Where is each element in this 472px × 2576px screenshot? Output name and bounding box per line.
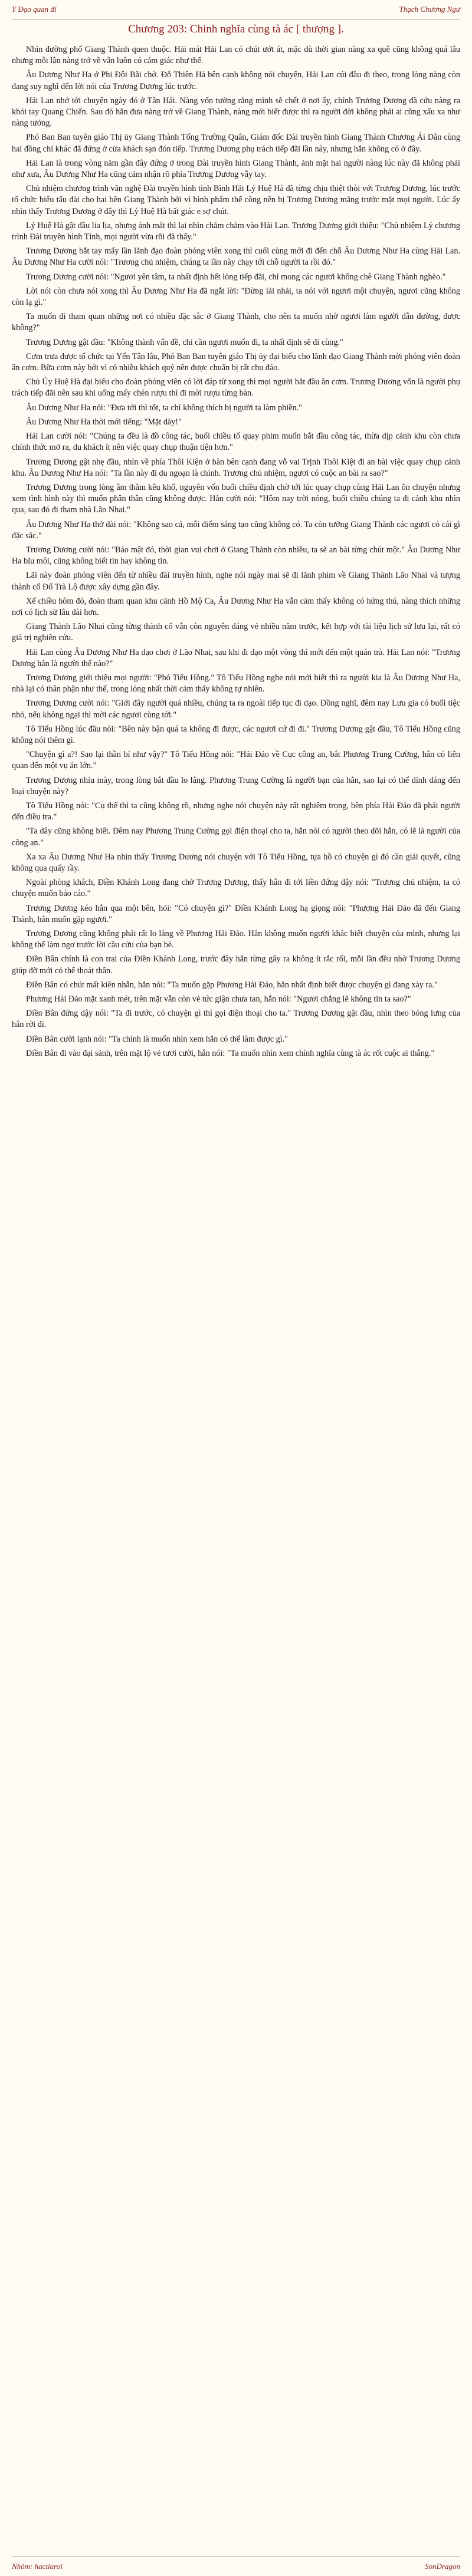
paragraph: Điền Bân đứng dậy nói: "Ta đi trước, có chuyện gì thì gọi điện thoại cho ta." Trương Dương gật đầu, nhìn theo bóng lưng của hắn rời đi. xyxy=(12,1009,460,1030)
paragraph: Hải Lan cùng Âu Dương Như Ha dạo chơi ở Lão Nhai, sau khi đi dạo một vòng thì mới đến một quán trà. Hải Lan nói: "Trương Dương hắn là người thế nào?" xyxy=(12,647,460,668)
paragraph: Trương Dương cũng không phải rất lo lắng về Phương Hải Đảo. Hắn không muốn người khác biết chuyện của mình, nhưng lại không thể làm ngơ trước lời cầu cứu của bạn bè. xyxy=(12,929,460,950)
paragraph: Ngoài phòng khách, Điền Khánh Long đang chờ Trương Dương, thấy hắn đi tới liền đứng dậy nói: "Trương chủ nhiệm, ta có chuyện muốn báo cáo." xyxy=(12,878,460,899)
paragraph: Âu Dương Như Ha nói: "Đưa tới thì tốt, ta chỉ không thích bị người ta làm phiền." xyxy=(26,403,302,413)
paragraph: Trương Dương trong lòng âm thầm kêu khổ, nguyên vốn buổi chiều định chờ tới lúc quay chụp cùng Hải Lan ôn chuyện nhưng xem tình hình này thì muốn phân thân cũng không được. Hắn cười nói: "Hôm nay trời nóng, buổi chiều chúng ta đi cảnh khu nhìn qua, sau đó đi tham nhà Lão Nhai." xyxy=(12,482,460,515)
paragraph: Âu Dương Như Ha thời mới tiếng: "Mặt dày!" xyxy=(26,417,182,427)
footer-translator: Nhóm: hactiaroi xyxy=(12,2562,63,2571)
paragraph: Trương Dương cười nói: "Ngươi yên tâm, ta nhất định hết lòng tiếp đãi, chỉ mong các ngươi không chê Giang Thành nghèo." xyxy=(26,272,446,282)
paragraph: "Ta dây cũng không biết. Đêm nay Phương Trung Cường gọi điện thoại cho ta, hắn nói có người theo dõi hắn, có lẽ là người của công an." xyxy=(12,826,460,848)
paragraph: Lời nói còn chưa nói xong thì Âu Dương Như Ha đã ngắt lời: "Đừng lải nhải, ta nói với ngươi một chuyện, ngươi cũng không còn lạ gì." xyxy=(12,286,460,308)
header-site-name: Y Đạo quan đỉ xyxy=(12,5,57,14)
paragraph: Hải Lan cười nói: "Chúng ta đều là đồ công tác, buổi chiều tổ quay phim muốn bắt đầu công tác, thừa dịp cảnh khu còn chưa chính thức mở ra, du khách ít nên việc quay chụp thuận tiện hơn." xyxy=(12,431,460,453)
paragraph: Cơm trưa được tổ chức tại Yến Tân lâu, Phó Ban Ban tuyên giáo Thị ủy đại biểu cho lãnh đạo Giang Thành mời phóng viên đoàn ăn cơm. Bữa cơm này bởi vì có nhiều khách quý nên được chuẩn bị rất chu đáo. xyxy=(12,351,460,373)
paragraph: Nhìn đường phố Giang Thành quen thuộc. Hải mát Hải Lan có chút ướt át, mặc dù thời gian nàng xa quê cũng không quá lâu nhưng mỗi lần nàng trở về vẫn luôn có cảm giác như thế. xyxy=(12,45,460,66)
paragraph: Trương Dương cười nói: "Giới đây người quá nhiều, chúng ta ra ngoài tiếp tục đi dạo. Đồng nghĩ, đêm nay Lưu gia có buổi tiệc nhỏ, nếu không ngại thì mời các ngươi cùng tới." xyxy=(12,699,460,720)
paragraph: Xa xa Âu Dương Như Ha nhìn thấy Trương Dương nói chuyện với Tô Tiểu Hồng, tựa hồ có chuyện gì đó cần giải quyết, cũng không qua quấy rầy. xyxy=(12,852,460,873)
paragraph: Phương Hải Đảo mặt xanh mét, trên mặt vẫn còn vẻ tức giận chưa tan, hắn nói: "Ngươi chẳng lẽ không tin ta sao?" xyxy=(26,994,411,1004)
paragraph: Chủ nhiệm chương trình văn nghệ Đài truyền hình tỉnh Bình Hải Lý Huệ Hà đã từng chịu thiệt thòi với Trương Dương, lúc trước tổ chức biểu tấu đài cho hai bên Giang Thành bởi vì bình phẩm thế công nên bị Trương Dương mắng trước mặt mọi người. Lúc ấy nhìn thấy Trương Dương ở đây thì Lý Huệ Hà bất giác e sợ chút. xyxy=(12,184,460,216)
paragraph: Hải Lan là trong vòng năm gần đây đứng ở trong Đài truyền hình Giang Thành, ảnh mặt hai người nàng lúc này đã không phải như xưa, Âu Dương Như Ha cũng cảm nhận rõ phía Trương Dương vẫy tay. xyxy=(12,158,460,180)
page-footer xyxy=(12,2557,460,2576)
paragraph: Trương Dương cười nói: "Bảo mật đó, thời gian vui chơi ở Giang Thành còn nhiều, ta sẽ an bài từng chút một." Âu Dương Như Ha bĩu môi, cũng không biết tin hay không tin. xyxy=(12,545,460,566)
paragraph: Âu Dương Như Ha ở Phi Đội Bãi chờ. Đỗ Thiên Hà bên cạnh không nói chuyện, Hải Lan cúi đầu đi theo, trong lòng nàng còn đang suy nghĩ đến lời nói của Trương Dương lúc trước. xyxy=(12,70,460,91)
paragraph: Điền Bân đi vào đại sảnh, trên mặt lộ vẻ tươi cười, hắn nói: "Ta muốn nhìn xem chính nghĩa cùng tà ác rốt cuộc ai thắng." xyxy=(26,1048,435,1058)
chapter-title: Chương 203: Chinh nghĩa cùng tà ác [ thượng ]. xyxy=(128,23,344,35)
chapter-body xyxy=(12,44,460,1059)
paragraph: Hải Lan nhớ tới chuyện ngày đó ở Tân Hải. Nàng vốn tưởng rằng mình sẽ chết ở nơi ấy, chính Trương Dương đã cứu nàng ra khỏi tay Quang Chiến. Sau đó hắn đưa nàng trở về Giang Thành, nàng mới biết được thì ra người đời không phải ai cũng xấu xa như nàng tưởng. xyxy=(12,95,460,129)
paragraph: Lãi này đoàn phóng viên đến từ nhiều đài truyền hình, nghe nói ngày mai sẽ đi lãnh phim về Giang Thành Lão Nhai và tượng thành cổ Đổ Trà Lộ được xây dựng gần đây. xyxy=(12,571,460,592)
paragraph: Tô Tiểu Hồng nói: "Cụ thể thì ta cũng không rõ, nhưng nghe nói chuyện này rất nghiêm trọng, bên phía Hải Đảo đã phái người đến điều tra." xyxy=(12,801,460,822)
paragraph: Trương Dương nhíu mày, trong lòng bắt đầu lo lắng. Phương Trung Cường là người bạn của hắn, sao lại có thể dính dáng đến loại chuyện này? xyxy=(12,775,460,796)
paragraph: "Chuyện gì a?! Sao lại thần bí như vậy?" Tô Tiểu Hồng nói: "Hải Đảo về Cục công an, bắt Phương Trung Cường, hắn có liên quan đến một vụ án lớn." xyxy=(12,750,460,771)
page-header xyxy=(12,0,460,19)
paragraph: Điền Bân có chút mất kiên nhẫn, hắn nói: "Ta muốn gặp Phương Hải Đảo, hắn nhất định biết được chuyện gì đang xảy ra." xyxy=(26,980,438,990)
paragraph: Trương Dương gật đầu: "Không thành vấn đề, chỉ cần ngươi muốn đi, ta nhất định sẽ đi cùng." xyxy=(26,337,343,347)
paragraph: Trương Dương kéo hắn qua một bên, hỏi: "Có chuyện gì?" Điền Khánh Long hạ giọng nói: "Phương Hải Đảo đã đến Giang Thành, hắn muốn gặp ngươi." xyxy=(12,903,460,924)
header-author: Thạch Chương Ngư xyxy=(399,5,460,14)
paragraph: Trương Dương gật nhẹ đầu, nhìn về phía Thôi Kiện ở bàn bên cạnh đang vỗ vai Trịnh Thôi Kiệt đi an bài việc quay chụp cảnh khu. Âu Dương Như Ha nói: "Ta lần này đi du ngoạn là chính. Trương chủ nhiệm, ngươi có cuộc an bài ra sao?" xyxy=(12,457,460,478)
paragraph: Phó Ban Ban tuyên giáo Thị ủy Giang Thành Tống Trường Quân, Giám đốc Đài truyền hình Giang Thành Chương Ái Dân cùng hai đồng chí khác đã đứng ở cửa khách sạn đón tiếp. Trương Dương phụ trách tiếp đãi lần này, nhưng hắn không có ở đây. xyxy=(12,133,460,154)
paragraph: Trương Dương giới thiệu mọi người: "Phó Tiểu Hồng." Tô Tiểu Hồng nghe nói mới biết thì ra người kia là Âu Dương Như Ha, nhà lại có thân phận như thế, trong lòng nhất thời cảm thấy không tự nhiên. xyxy=(12,673,460,694)
paragraph: Giang Thành Lão Nhai cũng từng thành cổ vẫn còn nguyên dáng vẻ nhiều năm trước, kết hợp với tài liệu lịch sử lưu lại, rất có giá trị nghiên cứu. xyxy=(12,622,460,643)
footer-editor: SonDragon xyxy=(425,2562,460,2571)
paragraph: Điền Bân cười lạnh nói: "Ta chính là muốn nhìn xem hắn có thể làm được gì." xyxy=(26,1034,289,1044)
paragraph: Trương Dương bắt tay mấy lần lãnh đạo đoàn phóng viên xong thì cuối cùng mới đi đến chỗ Âu Dương Như Ha cùng Hải Lan. Âu Dương Như Ha cười nói: "Trương chủ nhiệm, chúng ta lần này chạy tới chỗ người ta rồi đó." xyxy=(12,246,460,268)
paragraph: Chủ Ủy Huệ Hà đại biểu cho đoàn phóng viên có lời đáp từ xong thì mọi người bắt đầu ăn cơm. Trương Dương vốn là người phụ trách tiếp đãi nên sau khi uống mấy chén rượu thì đi mời rượu từng bàn. xyxy=(12,377,460,398)
paragraph: Lý Huệ Hà gật đầu lia lịa, nhưng ánh mắt thì lại nhìn chằm chằm vào Hải Lan. Trương Dương giới thiệu: "Chủ nhiệm Lý chương trình Đài truyền hình Tỉnh, mọi người vừa rồi đã thấy." xyxy=(12,220,460,242)
paragraph: Xế chiều hôm đó, đoàn tham quan khu cảnh Hồ Mộ Ca, Âu Dương Như Ha vẫn cảm thấy không có hứng thú, nàng thích những nơi có lịch sử lâu dài hơn. xyxy=(12,596,460,617)
paragraph: Âu Dương Như Ha thở dài nói: "Không sao cả, mỗi điểm sáng tạo cũng không có. Ta còn tưởng Giang Thành các ngươi có cái gì đặc sắc." xyxy=(12,519,460,541)
paragraph: Điền Bân chính là con trai của Điền Khánh Long, trước đây hắn từng gây ra không ít rắc rối, mỗi lần đều nhờ Trương Dương giúp đỡ mới có thể thoát thân. xyxy=(12,954,460,976)
paragraph: Tô Tiểu Hồng lúc đầu nói: "Bên này bận quá ta không đi được, các ngươi cứ đi đi." Trương Dương gật đầu, Tô Tiểu Hồng cũng không nói thêm gì. xyxy=(12,724,460,745)
paragraph: Ta muốn đi tham quan những nơi có nhiều đặc sắc ở Giang Thành, cho nên ta muốn nhờ ngươi làm người dẫn đường, được không?" xyxy=(12,312,460,333)
